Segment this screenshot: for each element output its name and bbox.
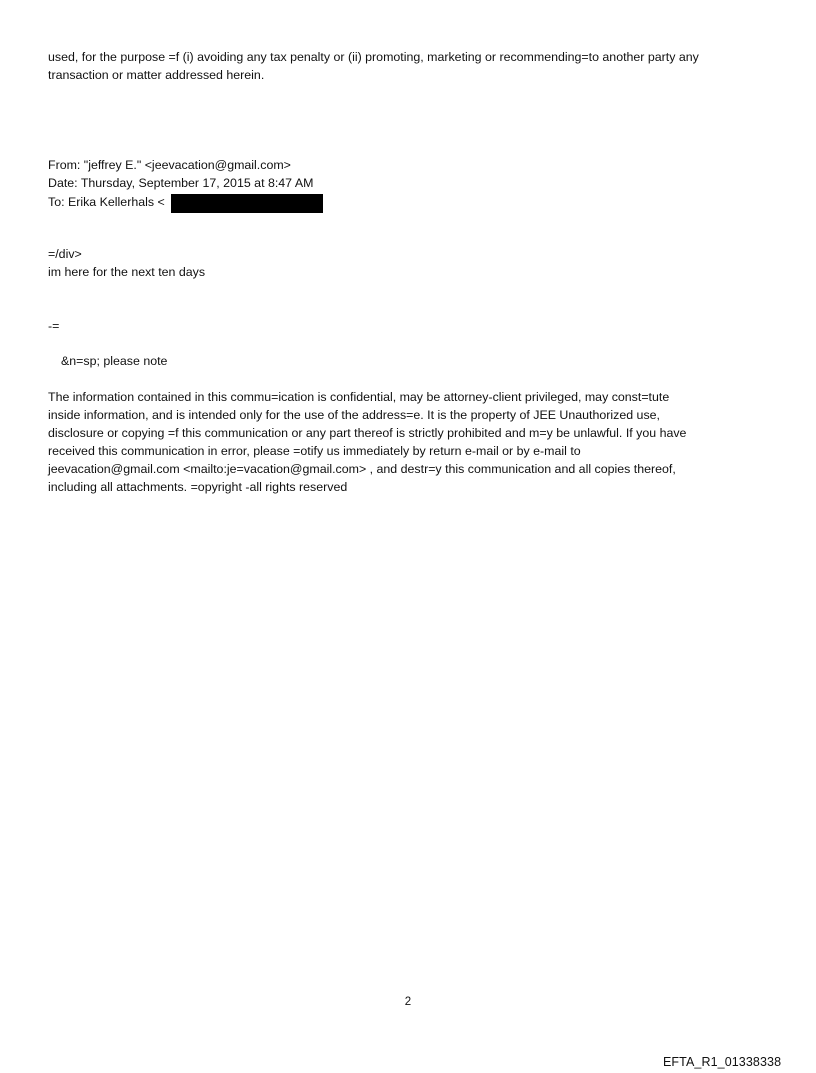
div-tag-line: =/div> [48, 247, 82, 261]
confidentiality-line: including all attachments. =opyright -all rights reserved [48, 480, 348, 494]
to-line: To: Erika Kellerhals < [48, 195, 165, 209]
page-number: 2 [404, 996, 412, 1008]
document-id: EFTA_R1_01338338 [663, 1055, 782, 1069]
confidentiality-line: The information contained in this commu=ication is confidential, may be attorney-client privileged, may const=tute [48, 390, 670, 404]
dash-line: -= [48, 319, 60, 333]
disclaimer-line: used, for the purpose =f (i) avoiding any tax penalty or (ii) promoting, marketing or recommending=to another party any [48, 50, 699, 64]
confidentiality-line: disclosure or copying =f this communication or any part thereof is strictly prohibited and m=y be unlawful. If you have [48, 426, 687, 440]
redaction-block [171, 194, 323, 213]
please-note-line: &n=sp; please note [61, 354, 168, 368]
confidentiality-line: jeevacation@gmail.com <mailto:je=vacation@gmail.com> , and destr=y this communication and all copies thereof, [48, 462, 676, 476]
from-line: From: "jeffrey E." <jeevacation@gmail.com> [48, 158, 291, 172]
disclaimer-line: transaction or matter addressed herein. [48, 68, 265, 82]
date-line: Date: Thursday, September 17, 2015 at 8:47 AM [48, 176, 314, 190]
confidentiality-line: received this communication in error, please =otify us immediately by return e-mail or by e-mail to [48, 444, 581, 458]
message-line: im here for the next ten days [48, 265, 206, 279]
confidentiality-line: inside information, and is intended only for the use of the address=e. It is the property of JEE Unauthorized use, [48, 408, 660, 422]
